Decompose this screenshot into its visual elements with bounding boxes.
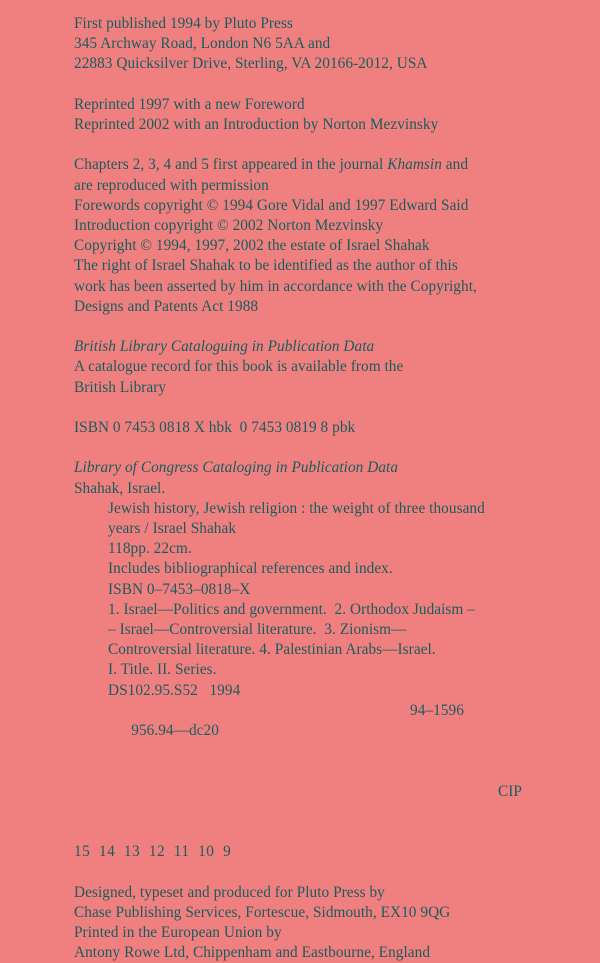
moral-rights-line-2: work has been asserted by him in accordance with the Copyright,	[74, 277, 477, 295]
spacer	[74, 398, 570, 418]
copyright-line: Copyright © 1994, 1997, 2002 the estate of Israel Shahak	[74, 237, 430, 255]
journal-name: Khamsin	[387, 156, 442, 174]
congress-block	[74, 458, 570, 801]
spacer	[74, 438, 570, 458]
congress-entry: Controversial literature. 4. Palestinian Arabs—Israel.	[108, 641, 436, 659]
spacer	[74, 822, 570, 842]
congress-entry: DS102.95.S52 1994	[108, 681, 241, 699]
spacer	[74, 75, 570, 95]
production-line-1: Designed, typeset and produced for Pluto Press by	[74, 883, 385, 901]
congress-entry: Includes bibliographical references and index.	[108, 560, 393, 578]
congress-entry: 1. Israel—Politics and government. 2. Orthodox Judaism –	[108, 600, 475, 618]
print-run-line: 15 14 13 12 11 10 9	[74, 843, 232, 861]
congress-entry: ISBN 0–7453–0818–X	[108, 580, 251, 598]
cip-label: CIP	[498, 782, 522, 800]
chapters-credit-line-2: are reproduced with permission	[74, 176, 269, 194]
forewords-copyright-line: Forewords copyright © 1994 Gore Vidal and 1997 Edward Said	[74, 196, 469, 214]
spacer	[74, 135, 570, 155]
spacer	[74, 317, 570, 337]
reprints-block	[74, 95, 570, 135]
production-line-4: Antony Rowe Ltd, Chippenham and Eastbourne, England	[74, 944, 431, 962]
production-block	[74, 883, 570, 963]
congress-heading: Library of Congress Cataloging in Publication Data	[74, 459, 399, 477]
congress-entry: Jewish history, Jewish religion : the weight of three thousand	[108, 499, 485, 517]
congress-entry: years / Israel Shahak	[108, 520, 237, 537]
spacer	[74, 802, 570, 822]
british-library-block	[74, 337, 570, 398]
moral-rights-line-3: Designs and Patents Act 1988	[74, 297, 259, 315]
chapters-credit-line-1	[74, 155, 570, 175]
publication-block	[74, 14, 570, 75]
moral-rights-line-1: The right of Israel Shahak to be identified as the author of this	[74, 257, 458, 275]
british-library-line-2: British Library	[74, 378, 167, 396]
reprint-1997-line: Reprinted 1997 with a new Foreword	[74, 95, 305, 113]
lccn-number: 94–1596	[410, 701, 464, 719]
chapters-credit-suffix: and	[441, 156, 469, 174]
dewey-number: 956.94—dc20	[131, 722, 219, 740]
british-library-line-1: A catalogue record for this book is available from the	[74, 358, 404, 376]
congress-entry: – Israel—Controversial literature. 3. Zionism—	[108, 621, 407, 639]
introduction-copyright-line: Introduction copyright © 2002 Norton Mezvinsky	[74, 217, 384, 234]
publisher-address-line-1: 345 Archway Road, London N6 5AA and	[74, 35, 331, 53]
first-published-line: First published 1994 by Pluto Press	[74, 15, 293, 32]
congress-entry: 118pp. 22cm.	[108, 540, 192, 558]
spacer	[74, 862, 570, 882]
publisher-address-line-2: 22883 Quicksilver Drive, Sterling, VA 20166-2012, USA	[74, 55, 428, 73]
rights-block	[74, 155, 570, 317]
production-line-2: Chase Publishing Services, Fortescue, Sidmouth, EX10 9QG	[74, 903, 451, 921]
congress-author: Shahak, Israel.	[74, 479, 166, 497]
reprint-2002-line: Reprinted 2002 with an Introduction by Norton Mezvinsky	[74, 116, 439, 133]
congress-dewey-row	[74, 701, 570, 782]
british-library-heading: British Library Cataloguing in Publication Data	[74, 338, 375, 356]
congress-entry: I. Title. II. Series.	[108, 661, 217, 679]
chapters-credit-prefix: Chapters 2, 3, 4 and 5 first appeared in the journal	[74, 156, 388, 174]
isbn-line: ISBN 0 7453 0818 X hbk 0 7453 0819 8 pbk	[74, 419, 356, 436]
production-line-3: Printed in the European Union by	[74, 924, 282, 942]
